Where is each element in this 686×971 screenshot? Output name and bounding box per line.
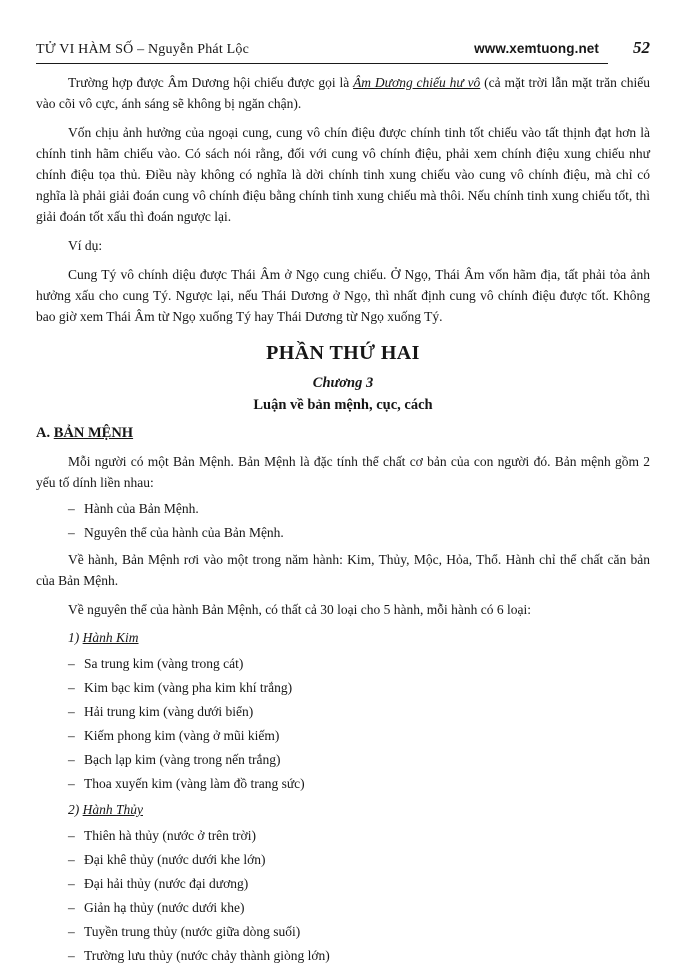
- list-item-text: Đại hải thủy (nước đại dương): [84, 876, 249, 891]
- dash-bullet: –: [68, 728, 75, 743]
- list-item: [36, 525, 650, 541]
- list-item: [36, 924, 650, 940]
- subheading-hanh-thuy: [36, 800, 650, 820]
- list-item-text: Giản hạ thủy (nước dưới khe): [84, 900, 245, 915]
- list-item: [36, 656, 650, 672]
- chapter-heading: Chương 3: [312, 375, 374, 391]
- list-item: [36, 501, 650, 517]
- book-title: TỬ VI HÀM SỐ – Nguyễn Phát Lộc: [36, 42, 249, 57]
- paragraph-text: (cả mặt trời lẫn mặt trăn chiếu vào cõi vô cực, ánh sáng sẽ không bị ngăn chận).: [36, 75, 650, 111]
- paragraph-ngoai-cung: Vốn chịu ảnh hưởng của ngoại cung, cung vô chín điệu được chính tinh tốt chiếu vào tất thịnh đạt hơn là chính tinh hãm chiếu vào. Có sách nói rằng, đối với cung vô chính điệu, phải xem chính điệu xung chiếu như chính điệu tọa thủ. Điều này không có nghĩa là dời chính tinh xung chiếu vào cung vô chính điệu, mà chỉ có nghĩa là phải giải đoán cung vô chính điệu bằng chính tinh xung chiếu mà thôi. Nếu chính tinh xung chiếu tốt, thì giải đoán tốt xấu thì đoán ngược lại.: [36, 125, 650, 224]
- paragraph-ve-nguyen-the: Về nguyên thể của hành Bản Mệnh, có thất cả 30 loại cho 5 hành, mỗi hành có 6 loại:: [68, 602, 531, 617]
- header-divider: [36, 63, 608, 64]
- dash-bullet: –: [68, 656, 75, 671]
- paragraph-vi-du-cung-ty: Cung Tý vô chính diệu được Thái Âm ở Ngọ cung chiếu. Ở Ngọ, Thái Âm vốn hãm địa, tất phải tỏa ảnh hưởng xấu cho cung Tý. Ngược lại, nếu Thái Dương ở Ngọ, thì nhất định cung vô chính điệu được tốt. Không bao giờ xem Thái Âm từ Ngọ xuống Tý hay Thái Dương từ Ngọ xuống Tý.: [36, 267, 650, 324]
- chapter-subtitle: Luận về bản mệnh, cục, cách: [253, 397, 433, 413]
- dash-bullet: –: [68, 501, 75, 516]
- subheading-number: 2): [68, 802, 83, 817]
- list-item-text: Thoa xuyến kim (vàng làm đồ trang sức): [84, 776, 305, 791]
- example-label: Ví dụ:: [68, 238, 103, 253]
- list-item-text: Nguyên thể của hành của Bản Mệnh.: [84, 525, 284, 540]
- paragraph-ban-menh-intro: Mỗi người có một Bản Mệnh. Bản Mệnh là đặc tính thể chất cơ bản của con người đó. Bản mệnh gồm 2 yếu tố dính liền nhau:: [36, 454, 650, 490]
- subheading-title: Hành Kim: [82, 630, 139, 645]
- dash-bullet: –: [68, 704, 75, 719]
- dash-bullet: –: [68, 924, 75, 939]
- list-item: [36, 776, 650, 792]
- list-item-text: Trường lưu thủy (nước chảy thành giòng lớn): [84, 948, 330, 963]
- list-item-text: Tuyền trung thủy (nước giữa dòng suối): [84, 924, 301, 939]
- list-item-text: Hải trung kim (vàng dưới biển): [84, 704, 254, 719]
- list-item-text: Kim bạc kim (vàng pha kim khí trắng): [84, 680, 293, 695]
- paragraph-am-duong-hoi-chieu: [36, 72, 650, 114]
- term-am-duong-chieu-hu-vo: Âm Dương chiếu hư vô: [353, 75, 481, 90]
- list-item: [36, 852, 650, 868]
- website-text: www.xemtuong.net: [474, 41, 599, 56]
- dash-bullet: –: [68, 948, 75, 963]
- dash-bullet: –: [68, 852, 75, 867]
- dash-bullet: –: [68, 900, 75, 915]
- list-item: [36, 900, 650, 916]
- list-item-text: Sa trung kim (vàng trong cát): [84, 656, 244, 671]
- list-item-text: Bạch lạp kim (vàng trong nến trắng): [84, 752, 281, 767]
- list-item: [36, 728, 650, 744]
- dash-bullet: –: [68, 525, 75, 540]
- list-item: [36, 828, 650, 844]
- section-a-heading: [36, 423, 650, 443]
- subheading-title: Hành Thủy: [82, 802, 143, 817]
- dash-bullet: –: [68, 876, 75, 891]
- list-item: [36, 752, 650, 768]
- dash-bullet: –: [68, 828, 75, 843]
- page-number: 52: [633, 38, 650, 57]
- subheading-hanh-kim: [36, 628, 650, 648]
- section-a-title: BẢN MỆNH: [53, 425, 134, 441]
- list-item: [36, 680, 650, 696]
- header-right: [474, 38, 650, 58]
- part-title: PHẦN THỨ HAI: [266, 342, 420, 364]
- dash-bullet: –: [68, 680, 75, 695]
- list-item-text: Thiên hà thủy (nước ở trên trời): [84, 828, 256, 843]
- list-item: [36, 948, 650, 964]
- list-item-text: Hành của Bản Mệnh.: [84, 501, 199, 516]
- paragraph-text: Trường hợp được Âm Dương hội chiếu được gọi là: [68, 75, 354, 90]
- dash-bullet: –: [68, 776, 75, 791]
- list-item: [36, 704, 650, 720]
- subheading-number: 1): [68, 630, 83, 645]
- dash-bullet: –: [68, 752, 75, 767]
- list-item-text: Kiếm phong kim (vàng ở mũi kiếm): [84, 728, 280, 743]
- list-item-text: Đại khê thủy (nước dưới khe lớn): [84, 852, 266, 867]
- section-a-prefix: A.: [36, 425, 54, 441]
- paragraph-ve-hanh: Về hành, Bản Mệnh rơi vào một trong năm hành: Kim, Thủy, Mộc, Hỏa, Thổ. Hành chỉ thể chất căn bản của Bản Mệnh.: [36, 552, 650, 588]
- list-item: [36, 876, 650, 892]
- page-header: [36, 38, 650, 57]
